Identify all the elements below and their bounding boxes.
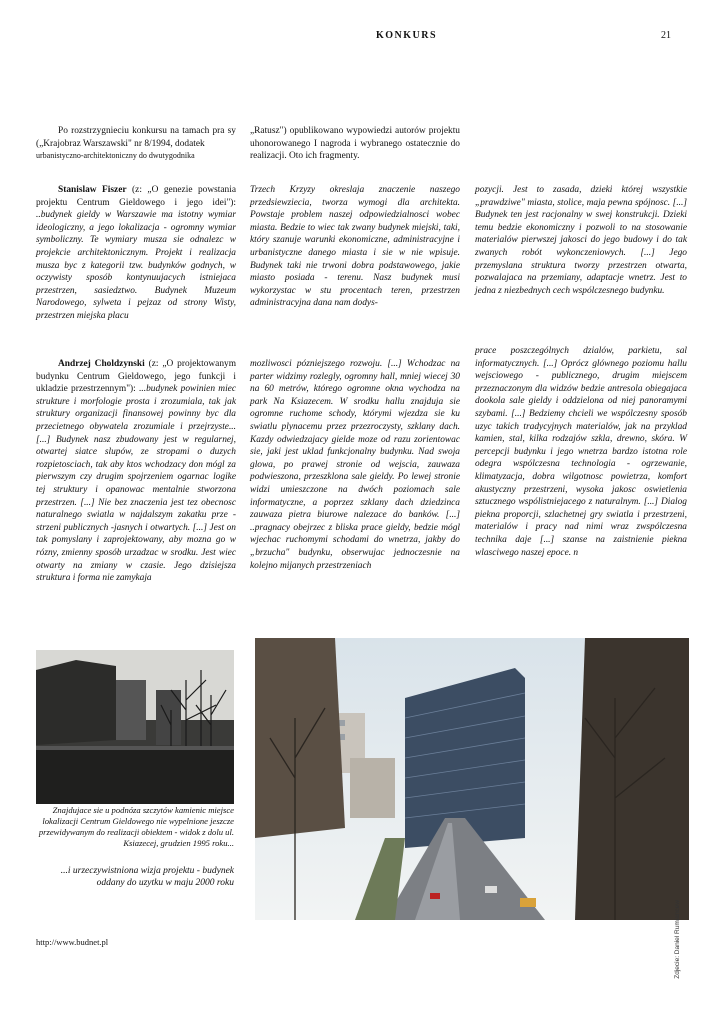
choldzynski-author: Andrzej Choldzynski <box>58 359 145 369</box>
page-number: 21 <box>661 30 671 41</box>
caption-after: ...i urzeczywistniona wizja projektu - budynek oddany do uzytku w maju 2000 roku <box>60 866 234 888</box>
col2-top <box>250 184 460 310</box>
photo-after <box>255 638 689 979</box>
fiszer-author: Stanislaw Fiszer <box>58 185 127 195</box>
caption-before: Znajdujace sie u podnóza szczytów kamienic miejsce lokalizacji Centrum Gieldowego nie wypelnione jeszcze przewidywanym do realizacji obiektem - widok z dolu ul. Ksiazecej, grudzien 1995 roku... <box>38 805 234 848</box>
col3-bottom <box>475 345 687 559</box>
col3-top <box>475 184 687 297</box>
footer-url[interactable]: http://www.budnet.pl <box>36 937 109 947</box>
section-title: KONKURS <box>376 30 438 41</box>
col2-top-text: Trzech Krzyzy okreslaja znaczenie naszego przedsiewziecia, tworza wymogi dla architekta. Powstaje problem naszej odpowiedzialnosci wobec miasta. Bedzie to wiec tak zwany budynek miejski, taki, który szanuje warunki ekonomiczne, administracyjne i urbanistyczne danego miasta i sie w nie wpisuje. Budynek taki nie trwoni dobra podstawowego, jakie miasto posiada - terenu. Nasz budynek musi wykorzystac w stu procentach teren, przestrzen administracyjna dana nam dodys- <box>250 185 460 309</box>
choldzynski-block <box>36 358 236 585</box>
col2-bottom <box>250 358 460 572</box>
intro-right <box>250 125 460 163</box>
intro-left <box>36 125 236 163</box>
fiszer-text: ..budynek gieldy w Warszawie ma istotny wymiar ideologiczny, a jego lokalizacja - ogromny wymiar symboliczny. Te wymiary musza sie odnalezc w projekcie architektonicznym. Projekt i realizacja musza byc z kategorii tzw. budynków godnych, w oczywisty sposób kontynuujacych istniejaca przestrzen, sasiedztwo. Budynek Muzeum Narodowego, sylweta i pejzaz od strony Wisty, przestrzen miejska placu <box>36 210 236 321</box>
photo-before <box>36 650 234 804</box>
fiszer-lead: (z: „O genezie powstania projektu Centrum Gieldowego i jego idei"): <box>36 185 236 208</box>
choldzynski-lead: (z: „O projektowanym budynku Centrum Gieldowego, jego funkcji i ukladzie przestrzennym"): <box>36 359 236 395</box>
intro-right-text: „Ratusz") opublikowano wypowiedzi autorów projektu uhonorowanego I nagroda i wybranego ostatecznie do realizacji. Oto ich fragmenty. <box>250 126 460 162</box>
intro-left-small: urbanistyczno-architektoniczny do dwutygodnika <box>36 151 195 161</box>
fiszer-block <box>36 184 236 323</box>
col3-bottom-text: prace poszczególnych dzialów, parkietu, sal informatycznych. [...] Oprócz glównego poziomu hallu wejsciowego - publicznego, drugim miejscem przeznaczonym dla widzów bedzie antresola obiegajaca dookola sale gieldy i oddzielona od niej panoramymi szybami. [...] Bedziemy chcieli we wspólczesny sposób uzyc takich tradycyjnych materialów, jak na przyklad kamien, stal, kilka rodzajów szkla, drewno, skóra. W percepcji budynku i jego wnetrza bardzo istotna role odegra wspólczesna technologia - ogrzewanie, klimatyzacja, dobra wilgotnosc powietrza, komfort akustyczny przestrzeni, wysoka jakosc oswietlenia sztucznego wspólistniejacego z naturalnym. [...] Dialog piekna proporcji, szlachetnej gry swiatla i przestrzeni, materialów i pracy nad nimi wraz zwspólczesna technika daje [...] szanse na zaistnienie piekna wlasciwego naszej epoce. n <box>475 346 687 558</box>
intro-left-text: Po rozstrzygnieciu konkursu na tamach pra sy („Krajobraz Warszawski" nr 8/1994, dodatek <box>36 126 236 149</box>
photo-credit: Zdjecie: Daniel Rumiancew <box>674 900 681 979</box>
col3-top-text: pozycji. Jest to zasada, dzieki której wszystkie „prawdziwe" miasta, stolice, maja pewna spójnosc. [...] Budynek ten jest racjonalny w swej konstrukcji. Dzieki temu bedzie ekonomiczny i pozwoli to na stosowanie materialów pierwszej jakosci do jego budowy i do tak zwanych robót wykonczeniowych. [...] Jego przemyslana struktura tworzy przestrzen otwarta, pozwalajaca na przemiany, adaptacje wnetrz. Jest to jedna z niezbednych cech wspólczesnego budynku. <box>475 185 687 296</box>
col2-bottom-text: mozliwosci pózniejszego rozwoju. [...] Wchodzac na parter widzimy rozlegly, ogromny hall, mniej wiecej 30 na 60 metrów, którego ogromne okna wychodza na park Na Ksiazecem. W srodku hallu znajduja sie ogromne ruchome schody, którymi wjezdza sie ku swiatlu plynacemu przez przezroczysty, szklany dach. Kazdy odwiedzajacy gielde moze od razu zorientowac sie, jaki jest uklad funkcjonalny budynku. Nad swoja glowa, po prawej stronie od wejscia, zauwaza podwieszona, przeszklona sale gieldy. Po lewej stronie widzi umieszczone na dwóch poziomach sale informatyczne, a poprzez szklany dach dziedzinca zauwaza pietra biurowe nalezace do banków. [...] ..pragnacy obejrzec z bliska prace gieldy, bedzie mógl wjechac ruchomymi schodami do wnetrza, jakby do „brzucha" budynku, obserwujac jednoczesnie na kolejno mijanych przestrzeniach <box>250 359 460 571</box>
choldzynski-text: ...budynek powinien miec strukture i morfologie prosta i zrozumiala, tak jak struktury organizacji finansowej powinny byc dla przecietnego obywatela zrozumiale i przejrzyste... [...] Budynek nasz zbudowany jest w regularnej, otwartej siatce slupów, ze stropami o duzych rozpietosciach, tak aby ktos wchodzacy don mógl za pierwszym czy drugim spojrzeniem ogarnac logike tej struktury i opanowac mentalnie stworzona przestrzen. [...] Nie bez znaczenia jest tez obecnosc naturalnego swiatla w najdalszym zakatku prze - strzeni publicznych -jasnych i otwartych. [...] Jest on tak pomyslany i zaprojektowany, aby mozna go w rózny, zmienny sposób urzadzac w srodku. Jest wiec otwarty na zmiany w czasie. Jego dzisiejsza struktura i forma nie zamykaja <box>36 384 236 584</box>
